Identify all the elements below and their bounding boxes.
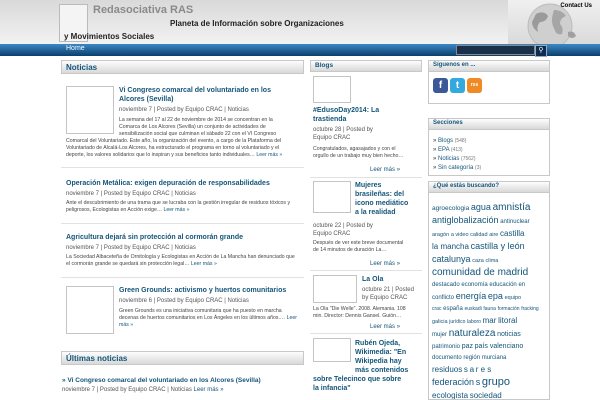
tag-link[interactable]: patrimonio bbox=[432, 344, 461, 350]
tag-link[interactable]: federación bbox=[432, 377, 475, 387]
tag-link[interactable]: fauna bbox=[483, 306, 496, 312]
double-chevron-icon: » bbox=[130, 322, 134, 328]
site-name[interactable]: Redasociativa RAS bbox=[93, 4, 194, 16]
divider bbox=[310, 333, 422, 334]
read-more-link[interactable]: Leer más bbox=[256, 152, 278, 158]
tag-link[interactable]: mujer bbox=[432, 332, 448, 338]
tag-link[interactable]: castilla y león bbox=[470, 241, 525, 251]
blog-thumbnail[interactable] bbox=[313, 275, 357, 303]
blog-post-title[interactable]: #EdusoDay2014: La trastienda bbox=[313, 107, 380, 123]
blog-thumbnail[interactable] bbox=[313, 76, 351, 103]
double-chevron-icon: » bbox=[220, 387, 224, 393]
tag-link[interactable]: la mancha bbox=[432, 242, 469, 251]
section-item-noticias[interactable]: » Noticias (7562) bbox=[433, 156, 476, 162]
tag-link[interactable]: país valenciano bbox=[474, 343, 524, 350]
blog-post-excerpt: Congratulados, agasajados y con el orgullo de un trabajo muy bien hecho… bbox=[313, 146, 404, 159]
globe-image bbox=[508, 0, 600, 44]
tag-link[interactable]: región murciana bbox=[463, 355, 507, 361]
blog-thumbnail[interactable] bbox=[313, 338, 351, 362]
siguenos-box bbox=[428, 60, 550, 104]
tag-cloud-header bbox=[429, 182, 549, 193]
tag-link[interactable]: catalunya bbox=[432, 254, 471, 264]
post-excerpt: La Sociedad Albaceteña de Ornitología y Ecologistas en Acción de La Mancha han denunciado que el cormorán grande se quedará sin protección legal… Leer más » bbox=[66, 254, 295, 267]
tag-link[interactable]: economía bbox=[461, 282, 488, 288]
tag-link[interactable]: españa bbox=[443, 306, 463, 312]
magnifier-icon: ⚲ bbox=[538, 47, 544, 54]
tag-link[interactable]: naturaleza bbox=[448, 328, 496, 339]
tag-link[interactable]: sociedad bbox=[469, 391, 502, 400]
blog-read-more[interactable]: Leer más » bbox=[370, 261, 401, 267]
read-more-link[interactable]: Leer más bbox=[119, 315, 297, 328]
tag-link[interactable]: grupo bbox=[481, 376, 511, 388]
double-chevron-icon: » bbox=[62, 377, 66, 384]
tag-link[interactable]: jurídico bbox=[449, 319, 466, 325]
ultimas-noticias-header bbox=[61, 351, 304, 365]
post-excerpt-cont: Comarcal del Voluntariado. Este año, la organización del evento, a cargo de la Plataforma del Voluntariado de Alcalá-Los Alcores, ha estructurado el programa en torno al voluntariado y el deporte, los valores solidarios que lo inspiran y sus beneficios tanto individuales… Leer más » bbox=[66, 138, 283, 158]
divider bbox=[310, 177, 422, 178]
blog-post-meta: octubre 28 | Posted by Equipo CRAC bbox=[313, 127, 373, 141]
divider bbox=[61, 167, 304, 168]
twitter-icon[interactable]: t bbox=[450, 78, 465, 93]
blog-post-title[interactable]: Rubén Ojeda, Wikimedia: "En Wikipedia hay más contenidos bbox=[355, 340, 409, 374]
search-button[interactable] bbox=[535, 45, 547, 57]
tag-link[interactable]: mar bbox=[482, 316, 497, 325]
blog-post-excerpt: Después de ver este breve documental de 14 minutos de duración La… bbox=[313, 240, 404, 253]
tag-link[interactable]: noticias bbox=[497, 331, 521, 338]
blog-post-meta: octubre 22 | Posted by Equipo CRAC bbox=[313, 223, 373, 237]
post-meta: noviembre 7 | Posted by Equipo CRAC | Noticias bbox=[119, 107, 249, 113]
tag-link[interactable]: residuos bbox=[432, 365, 463, 374]
tag-link[interactable]: caza bbox=[472, 258, 484, 264]
main-navbar bbox=[0, 44, 600, 56]
secciones-box bbox=[428, 118, 550, 176]
blog-read-more[interactable]: Leer más » bbox=[370, 167, 401, 173]
secciones-list bbox=[433, 137, 481, 173]
tag-link[interactable]: s bbox=[463, 365, 468, 374]
double-chevron-icon: » bbox=[213, 261, 217, 267]
divider bbox=[310, 270, 422, 271]
double-chevron-icon: » bbox=[186, 207, 190, 213]
tag-link[interactable]: equipo bbox=[504, 295, 522, 301]
tag-link[interactable]: formación bbox=[497, 306, 520, 312]
tag-link[interactable]: destacado bbox=[432, 282, 460, 288]
search-input[interactable] bbox=[456, 45, 535, 55]
tag-cloud bbox=[432, 202, 550, 400]
site-tagline-line1: Planeta de Información sobre Organizaciones bbox=[170, 19, 344, 28]
rss-icon[interactable]: rss bbox=[467, 78, 482, 93]
double-chevron-icon: » bbox=[396, 261, 401, 267]
blog-post-title[interactable]: La Ola bbox=[362, 276, 384, 283]
tag-link[interactable]: agua bbox=[470, 202, 491, 212]
tag-link[interactable]: paz bbox=[461, 343, 473, 350]
tag-link[interactable]: amnistía bbox=[492, 202, 531, 213]
post-excerpt: La semana del 17 al 22 de noviembre de 2014 se concentran en la Comarca de Los Alcores (Sevilla) un conjunto de actividades de sensibilización social que culminan el sábado 22 con el VI Congreso bbox=[119, 117, 277, 137]
noticias-header bbox=[61, 60, 304, 74]
section-item-blogs[interactable]: » Blogs (548) bbox=[433, 138, 467, 144]
blog-post-meta: octubre 21 | Posted by Equipo CRAC bbox=[362, 287, 414, 301]
blogs-header bbox=[310, 60, 422, 72]
blog-post-excerpt: La Ola "Die Welle". 2008. Alemania. 108 min. Director: Dennis Gansel. Guión… bbox=[313, 306, 406, 319]
tag-link[interactable]: a video calidad bbox=[450, 232, 488, 238]
ultimas-noticias-title: Últimas noticias bbox=[66, 354, 128, 363]
tag-link[interactable]: euskadi bbox=[464, 306, 482, 312]
post-excerpt: Green Grounds es una iniciativa comunitaria que ha puesto en marcha decenas de huertos comunitarios en Los Ángeles en los últimos años.… Leer más » bbox=[119, 308, 297, 328]
siguenos-header bbox=[429, 61, 549, 72]
divider bbox=[61, 277, 304, 278]
secciones-header bbox=[429, 119, 549, 130]
blogs-title: Blogs bbox=[315, 62, 334, 69]
siguenos-title: Síguenos en ... bbox=[433, 62, 476, 68]
tag-link[interactable]: castilla bbox=[500, 229, 525, 238]
tag-link[interactable]: galicia bbox=[432, 319, 448, 325]
double-chevron-icon: » bbox=[396, 167, 401, 173]
tag-link[interactable]: agroecologia bbox=[432, 205, 470, 212]
tag-link[interactable]: antinuclear bbox=[500, 219, 530, 225]
read-more-link[interactable]: Leer más bbox=[190, 261, 213, 267]
post-excerpt: Ante el descubrimiento de una trama que se lucraba con la gestión irregular de residuos tóxicos y peligrosos, Ecologistas en Acción exige… Leer más » bbox=[66, 200, 291, 213]
post-title[interactable]: Vi Congreso comarcal del voluntariado en los Alcores (Sevilla) bbox=[119, 87, 271, 103]
tag-link[interactable]: ecologista bbox=[432, 391, 469, 400]
post-meta: noviembre 7 | Posted by Equipo CRAC | Noticias bbox=[66, 245, 196, 251]
post-title[interactable]: Green Grounds: activismo y huertos comunitarios bbox=[119, 287, 287, 294]
tag-cloud-title: ¿Qué estás buscando? bbox=[433, 183, 500, 189]
post-meta: noviembre 6 | Posted by Equipo CRAC | Noticias bbox=[119, 298, 249, 304]
tag-link[interactable]: laboro bbox=[467, 319, 481, 325]
read-more-link[interactable]: Leer más bbox=[193, 387, 219, 393]
tag-link[interactable]: aragón bbox=[432, 232, 450, 238]
latest-news-meta: noviembre 7 | Posted by Equipo CRAC | Noticias Leer más » bbox=[62, 387, 224, 393]
post-thumbnail[interactable] bbox=[66, 286, 114, 334]
tag-link[interactable]: crac bbox=[432, 306, 442, 312]
tag-link[interactable]: fracking bbox=[521, 306, 539, 312]
double-chevron-icon: » bbox=[396, 324, 401, 330]
tag-link[interactable]: s bbox=[475, 377, 481, 387]
tag-link[interactable]: clima bbox=[485, 258, 499, 264]
post-thumbnail[interactable] bbox=[66, 86, 114, 134]
blog-read-more[interactable]: Leer más » bbox=[370, 324, 401, 330]
latest-news-item[interactable]: » Vi Congreso comarcal del voluntariado en los Alcores (Sevilla) bbox=[62, 377, 261, 384]
post-title[interactable]: Operación Metálica: exigen depuración de responsabilidades bbox=[66, 180, 270, 187]
tag-link[interactable]: epa bbox=[487, 291, 503, 301]
section-item-epa[interactable]: » EPA (413) bbox=[433, 147, 463, 153]
contact-us-link[interactable]: Contact Us bbox=[560, 3, 592, 9]
noticias-title: Noticias bbox=[66, 63, 98, 72]
tag-link[interactable]: r e s bbox=[475, 365, 492, 374]
read-more-link[interactable]: Leer más bbox=[163, 207, 186, 213]
tag-link[interactable]: energía bbox=[455, 291, 487, 301]
double-chevron-icon: » bbox=[279, 152, 283, 158]
post-title[interactable]: Agricultura dejará sin protección al cormorán grande bbox=[66, 234, 243, 241]
site-tagline-line2: y Movimientos Sociales bbox=[64, 32, 155, 41]
tag-link[interactable]: litoral bbox=[498, 316, 518, 325]
blog-thumbnail[interactable] bbox=[313, 181, 351, 213]
divider bbox=[61, 223, 304, 224]
tag-link[interactable]: educación bbox=[489, 282, 517, 288]
tag-link[interactable]: en bbox=[518, 282, 526, 288]
facebook-icon[interactable]: f bbox=[433, 78, 448, 93]
tag-link[interactable]: aire bbox=[489, 232, 499, 238]
secciones-title: Secciones bbox=[433, 120, 463, 126]
tag-link[interactable]: a bbox=[469, 365, 475, 374]
blog-post-title-cont[interactable]: sobre Telecinco que sobre la infancia" bbox=[313, 376, 402, 392]
blog-post-title[interactable]: Mujeres brasileñas: del icono mediático a la realidad bbox=[355, 182, 409, 216]
site-header bbox=[0, 0, 600, 44]
nav-home[interactable]: Home bbox=[66, 45, 85, 52]
tag-cloud-box bbox=[428, 181, 550, 400]
tag-link[interactable]: conflicto bbox=[432, 295, 455, 301]
tag-link[interactable]: documento bbox=[432, 355, 462, 361]
section-item-sin-categoria[interactable]: » Sin categoría (3) bbox=[433, 165, 482, 171]
tag-link[interactable]: comunidad de madrid bbox=[432, 267, 529, 278]
post-meta: noviembre 7 | Posted by Equipo CRAC | Noticias bbox=[66, 191, 196, 197]
tag-link[interactable]: antiglobalización bbox=[432, 215, 499, 225]
